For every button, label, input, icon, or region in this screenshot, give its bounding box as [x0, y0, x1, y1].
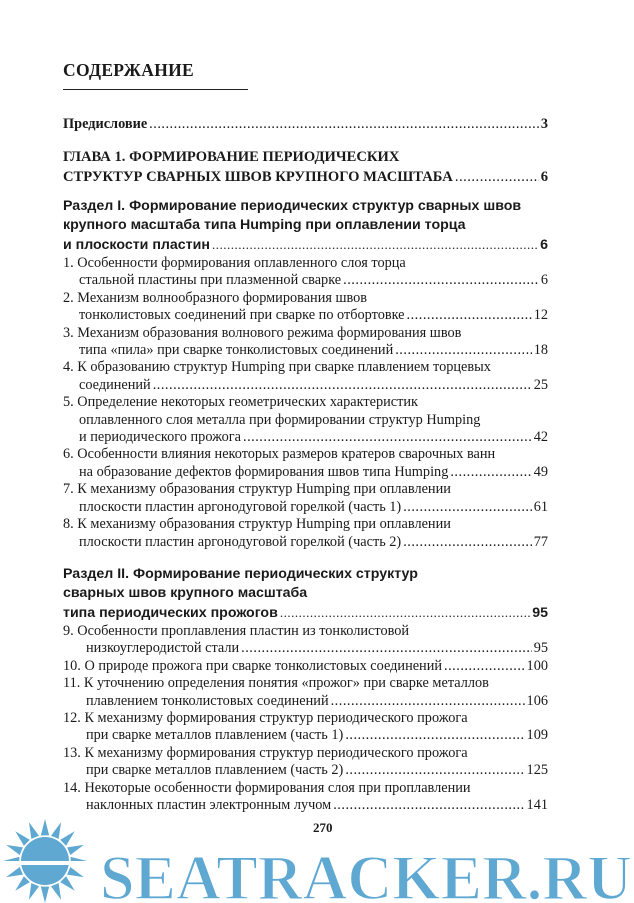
sun-ray — [15, 876, 29, 890]
entry-title: Предисловие — [63, 116, 148, 132]
entry-line-row — [63, 584, 548, 603]
entry-page: 3 — [540, 116, 548, 132]
entry-line: 6. Особенности влияния некоторых размеров кратеров сварочных ванн — [63, 446, 496, 463]
entry-line-row — [63, 499, 548, 516]
dot-leader — [149, 116, 539, 133]
entry-line-row — [63, 481, 548, 498]
entry-line-row — [63, 780, 548, 797]
sun-ray — [60, 831, 74, 845]
toc-item[interactable] — [63, 325, 548, 360]
entry-line: 8. К механизму образования структур Humping при оплавлении — [63, 516, 451, 533]
entry-line: 9. Особенности проплавления пластин из тонколистовой — [63, 623, 410, 639]
entry-line-row — [63, 290, 548, 307]
dot-leader — [450, 464, 531, 481]
entry-page: 6 — [540, 272, 548, 289]
entry-line: и плоскости пластин — [63, 237, 210, 253]
sun-ray — [41, 819, 49, 835]
entry-line-row — [63, 325, 548, 342]
sun-ray — [29, 822, 39, 839]
sun-ray — [67, 867, 84, 877]
entry-line: оплавленного слоя металла при формировании структур Humping — [79, 411, 481, 428]
entry-line-row — [63, 446, 548, 463]
entry-line-row — [63, 675, 548, 692]
toc-item[interactable] — [63, 745, 548, 780]
page-number: 270 — [313, 820, 333, 835]
entry-page: 25 — [533, 376, 548, 393]
toc-item[interactable] — [63, 658, 548, 675]
sun-ray — [15, 831, 29, 845]
entry-line-row — [63, 307, 548, 324]
toc-item[interactable] — [63, 675, 548, 710]
sun-ray — [67, 845, 84, 855]
entry-line-row — [63, 534, 548, 551]
entry-line: 10. О природе прожога при сварке тонколистовых соединений — [63, 657, 443, 674]
entry-line: 14. Некоторые особенности формирования слоя при проплавлении — [63, 779, 471, 796]
sun-ray — [51, 883, 61, 900]
entry-line: стальной пластины при плазменной сварке — [79, 272, 342, 289]
entry-line-row — [63, 603, 548, 623]
entry-line: сварных швов крупного масштаба — [63, 585, 308, 601]
title-underline — [63, 89, 248, 90]
dot-leader — [395, 342, 531, 359]
toc-item[interactable] — [63, 255, 548, 290]
sun-ray — [60, 876, 74, 890]
entry-line: 12. К механизму формирования структур периодического прожога — [63, 710, 468, 727]
dot-leader — [280, 603, 530, 623]
entry-page: 6 — [540, 237, 548, 253]
entry-page: 61 — [533, 498, 548, 515]
toc-item[interactable] — [63, 481, 548, 516]
entry-line: 13. К механизму формирования структур периодического прожога — [63, 744, 468, 761]
toc-item[interactable] — [63, 290, 548, 325]
entry-line: низкоуглеродистой стали — [86, 640, 240, 657]
dot-leader — [345, 762, 524, 779]
entry-line: 4. К образованию структур Humping при сварке плавлением торцевых — [63, 359, 491, 376]
toc-item[interactable] — [63, 710, 548, 745]
entry-line-row — [63, 464, 548, 481]
entry-line: 5. Определение некоторых геометрических характеристик — [63, 394, 418, 411]
entry-page: 42 — [533, 429, 548, 446]
entry-page: 18 — [533, 342, 548, 359]
section-heading[interactable] — [63, 565, 548, 623]
entry-line: плавлением тонколистовых соединений — [86, 692, 329, 709]
dot-leader — [403, 499, 532, 516]
entry-line: ГЛАВА 1. ФОРМИРОВАНИЕ ПЕРИОДИЧЕСКИХ — [63, 149, 400, 165]
entry-line: на образование дефектов формирования швов типа Humping — [79, 463, 449, 480]
entry-line-row — [63, 565, 548, 584]
entry-line: при сварке металлов плавлением (часть 2) — [86, 762, 344, 779]
dot-leader — [345, 727, 524, 744]
entry-line: СТРУКТУР СВАРНЫХ ШВОВ КРУПНОГО МАСШТАБА — [63, 168, 453, 185]
dot-leader — [444, 658, 525, 675]
entry-line-row — [63, 394, 548, 411]
entry-line: 3. Механизм образования волнового режима формирования швов — [63, 324, 462, 341]
entry-line: типа «пила» при сварке тонколистовых соединений — [79, 342, 394, 359]
entry-line: Раздел I. Формирование периодических структур сварных швов — [63, 198, 522, 214]
entry-line-row — [63, 429, 548, 446]
entry-line: при сварке металлов плавлением (часть 1) — [86, 727, 344, 744]
page-title: СОДЕРЖАНИЕ — [63, 60, 195, 80]
entry-line-row — [63, 377, 548, 394]
entry-page: 12 — [533, 307, 548, 324]
entry-line: наклонных пластин электронным лучом — [86, 797, 332, 814]
entry-page: 100 — [526, 657, 548, 674]
entry-line: 2. Механизм волнообразного формирования швов — [63, 289, 368, 306]
sun-ray — [41, 887, 49, 903]
dot-leader — [407, 307, 532, 324]
entry-page: 6 — [540, 168, 548, 185]
dot-leader — [331, 693, 525, 710]
dot-leader — [455, 168, 539, 188]
entry-line-row — [63, 412, 548, 429]
entry-line: типа периодических прожогов — [63, 605, 278, 621]
entry-line: тонколистовых соединений при сварке по отбортовке — [79, 307, 405, 324]
toc-section-2 — [63, 565, 548, 814]
entry-line-row — [63, 255, 548, 272]
entry-line-row — [63, 762, 548, 779]
dot-leader — [243, 429, 532, 446]
entry-line: 1. Особенности формирования оплавленного слоя торца — [63, 255, 406, 271]
dot-leader — [241, 640, 532, 657]
sun-ray — [6, 845, 23, 855]
toc-item[interactable] — [63, 394, 548, 446]
entry-line: и периодического прожога — [79, 429, 241, 446]
entry-line: плоскости пластин аргонодуговой горелкой (часть 1) — [79, 498, 402, 515]
toc-item[interactable] — [63, 516, 548, 551]
entry-line-row — [63, 235, 548, 255]
sun-ray — [51, 822, 61, 839]
entry-line-row — [63, 693, 548, 710]
entry-page: 95 — [533, 640, 548, 657]
entry-line-row — [63, 727, 548, 744]
entry-line-row — [63, 745, 548, 762]
dot-leader — [153, 377, 532, 394]
entry-page: 77 — [533, 533, 548, 550]
section-heading[interactable] — [63, 197, 548, 255]
entry-line-row — [63, 516, 548, 533]
entry-line: Раздел II. Формирование периодических структур — [63, 566, 418, 582]
toc-item[interactable] — [63, 623, 548, 658]
entry-line-row — [63, 342, 548, 359]
toc-item[interactable] — [63, 359, 548, 394]
entry-line-row — [63, 710, 548, 727]
entry-line-row — [63, 658, 548, 675]
entry-line: крупного масштаба типа Humping при оплавлении торца — [63, 217, 466, 233]
entry-line-row — [63, 623, 548, 640]
entry-page: 125 — [526, 762, 548, 779]
entry-line: плоскости пластин аргонодуговой горелкой (часть 2) — [79, 533, 402, 550]
toc-item[interactable] — [63, 446, 548, 481]
entry-line-row — [63, 640, 548, 657]
entry-line: 7. К механизму образования структур Humping при оплавлении — [63, 481, 451, 498]
entry-line-row — [63, 359, 548, 376]
toc-section-1 — [63, 197, 548, 551]
entry-line-row — [63, 272, 548, 289]
toc-entry-preface[interactable] — [63, 116, 548, 133]
watermark-text: SEATRACKER.RU — [100, 842, 632, 903]
dot-leader — [403, 534, 532, 551]
toc-entry-chapter-1[interactable] — [63, 148, 548, 187]
entry-line: соединений — [79, 376, 151, 393]
entry-page: 49 — [533, 463, 548, 480]
sun-ray — [6, 867, 23, 877]
entry-page: 95 — [532, 605, 548, 621]
dot-leader — [343, 272, 539, 289]
entry-page: 106 — [526, 692, 548, 709]
entry-page: 109 — [526, 727, 548, 744]
sun-ray — [29, 883, 39, 900]
entry-line: 11. К уточнению определения понятия «прожог» при сварке металлов — [63, 675, 489, 692]
entry-line-row — [63, 197, 548, 216]
entry-line-row — [63, 216, 548, 235]
dot-leader — [212, 235, 538, 255]
entry-page: 141 — [526, 797, 548, 814]
